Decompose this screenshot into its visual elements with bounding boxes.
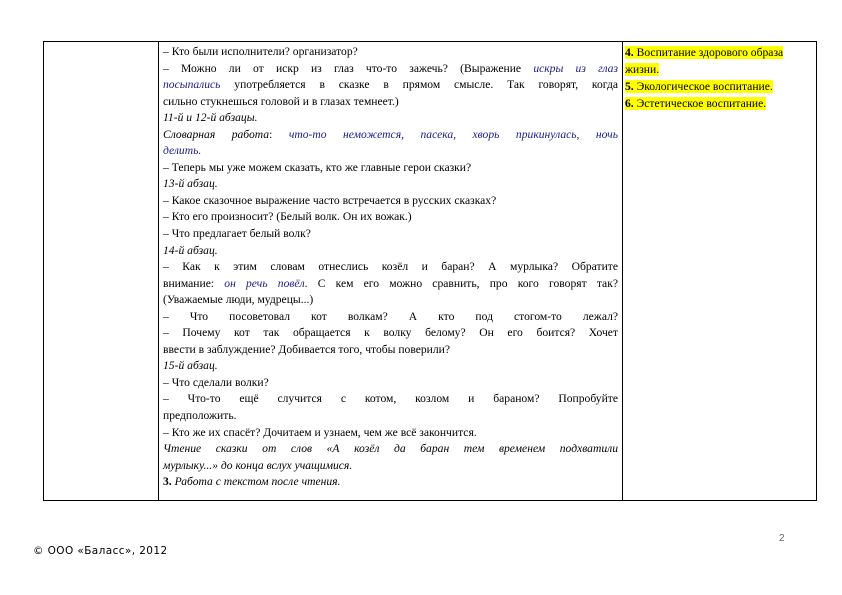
- highlighted-phrase: делить.: [163, 144, 202, 158]
- lesson-line: [163, 292, 618, 309]
- lesson-text: 15-й абзац.: [163, 359, 218, 373]
- goal-highlight: [625, 80, 773, 93]
- goal-item: [625, 44, 813, 61]
- table-column-empty: [44, 42, 159, 500]
- goal-number: 5.: [625, 80, 634, 93]
- lesson-text: – Что посоветовал кот волкам? А кто под стогом-то лежал?: [163, 309, 618, 323]
- goal-item: [625, 61, 813, 78]
- goal-number: 6.: [625, 97, 634, 110]
- lesson-text: 3.: [163, 475, 172, 489]
- education-goals-column: [623, 42, 816, 500]
- lesson-line: [163, 358, 618, 375]
- lesson-line: [163, 77, 618, 94]
- lesson-table: [43, 41, 817, 501]
- lesson-line: [163, 110, 618, 127]
- lesson-line: [163, 94, 618, 111]
- lesson-text: (Уважаемые люди, мудрецы...): [163, 293, 314, 307]
- lesson-line: [163, 193, 618, 210]
- goal-highlight: [625, 63, 659, 76]
- lesson-line: [163, 44, 618, 61]
- goal-text: жизни.: [625, 63, 660, 76]
- lesson-line: [163, 276, 618, 293]
- lesson-line: [163, 474, 618, 491]
- lesson-text: Словарная работа: [163, 127, 270, 141]
- lesson-text: ввести в заблуждение? Добивается того, чтобы поверили?: [163, 342, 451, 356]
- goal-highlight: [625, 46, 783, 59]
- lesson-text: – Что предлагает белый волк?: [163, 227, 311, 241]
- highlighted-phrase: искры из глаз: [533, 61, 618, 75]
- lesson-line: [163, 325, 618, 342]
- lesson-text: – Можно ли от искр из глаз что-то зажечь? (Выражение: [163, 61, 534, 75]
- lesson-text: – Кто же их спасёт? Дочитаем и узнаем, чем же всё закончится.: [163, 425, 477, 439]
- lesson-line: [163, 127, 618, 144]
- lesson-text: Чтение сказки от слов «А козёл да баран тем временем подхватили: [163, 442, 618, 456]
- lesson-line: [163, 375, 618, 392]
- lesson-text: – Что сделали волки?: [163, 375, 269, 389]
- lesson-line: [163, 160, 618, 177]
- lesson-text: – Что-то ещё случится с котом, козлом и бараном? Попробуйте: [163, 392, 618, 406]
- page-number: 2: [779, 533, 785, 544]
- lesson-text: – Какое сказочное выражение часто встречается в русских сказках?: [163, 193, 497, 207]
- lesson-line: [163, 226, 618, 243]
- goal-text: Эстетическое воспитание.: [636, 97, 767, 110]
- lesson-text: предположить.: [163, 409, 237, 423]
- lesson-text: Работа с текстом после чтения.: [171, 475, 341, 489]
- goal-number: 4.: [625, 46, 634, 59]
- lesson-text: внимание:: [163, 276, 225, 290]
- lesson-line: [163, 176, 618, 193]
- highlighted-phrase: что-то неможется, пасека, хворь прикинулась, ночь: [288, 127, 618, 141]
- lesson-text: 13-й абзац.: [163, 177, 218, 191]
- lesson-line: [163, 425, 618, 442]
- lesson-line: [163, 441, 618, 458]
- lesson-text: – Как к этим словам отнеслись козёл и баран? А мурлыка? Обратите: [163, 260, 618, 274]
- lesson-line: [163, 391, 618, 408]
- lesson-line: [163, 143, 618, 160]
- lesson-line: [163, 309, 618, 326]
- lesson-content-column: [159, 42, 623, 500]
- lesson-text: сильно стукнешься головой и в глазах темнеет.): [163, 94, 399, 108]
- lesson-text: мурлыку...» до конца вслух учащимися.: [163, 458, 353, 472]
- highlighted-phrase: посыпались: [163, 78, 221, 92]
- lesson-text: – Кто его произносит? (Белый волк. Он их вожак.): [163, 210, 412, 224]
- goal-text: Экологическое воспитание.: [636, 80, 773, 93]
- lesson-text: – Кто были исполнители? организатор?: [163, 45, 358, 58]
- goal-highlight: [625, 97, 766, 110]
- highlighted-phrase: он речь повёл: [224, 276, 305, 290]
- goal-item: [625, 95, 813, 112]
- goal-text: Воспитание здорового образа: [636, 46, 784, 59]
- copyright-footer: © ООО «Баласс», 2012: [33, 545, 168, 557]
- lesson-text: 11-й и 12-й абзацы.: [163, 111, 258, 125]
- goal-item: [625, 78, 813, 95]
- lesson-line: [163, 243, 618, 260]
- lesson-text: употребляется в сказке в прямом смысле. Так говорят, когда: [220, 78, 618, 92]
- lesson-text: – Теперь мы уже можем сказать, кто же главные герои сказки?: [163, 160, 472, 174]
- lesson-line: [163, 458, 618, 475]
- lesson-line: [163, 61, 618, 78]
- lesson-line: [163, 342, 618, 359]
- lesson-text: . С кем его можно сравнить, про кого говорят так?: [304, 276, 618, 290]
- lesson-line: [163, 408, 618, 425]
- lesson-line: [163, 209, 618, 226]
- lesson-line: [163, 259, 618, 276]
- lesson-text: :: [269, 127, 289, 141]
- lesson-text: 14-й абзац.: [163, 243, 218, 257]
- lesson-text: – Почему кот так обращается к волку белому? Он его боится? Хочет: [163, 326, 618, 340]
